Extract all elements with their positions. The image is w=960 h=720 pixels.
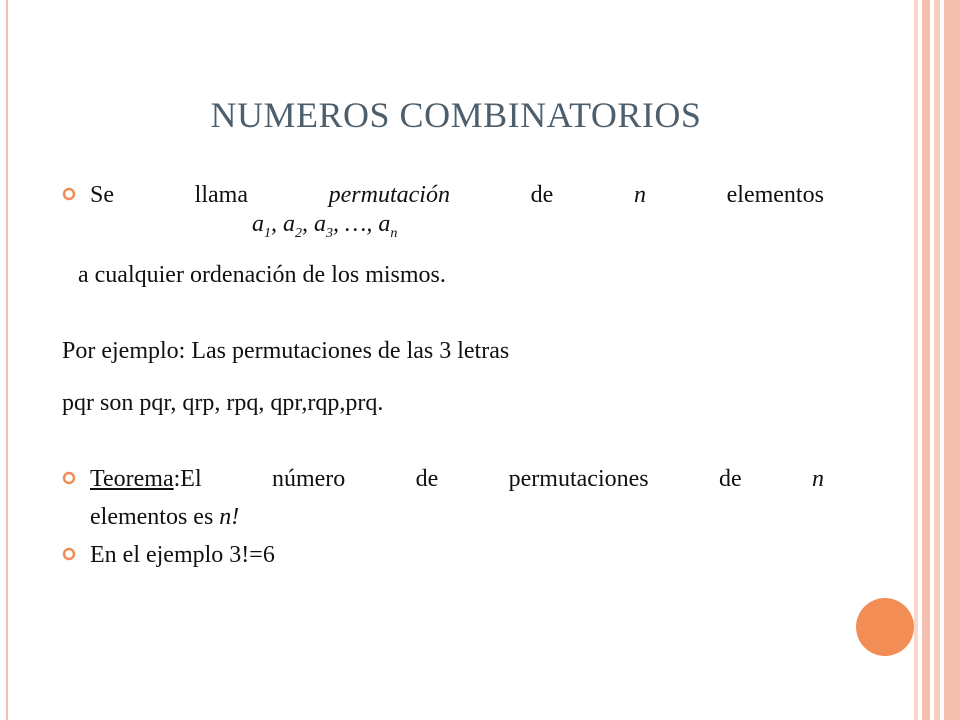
elements-formula: $a_1$, $a_2$, $a_3$, …, $a_n$ xyxy=(252,211,398,241)
word: permutaciones xyxy=(508,465,649,492)
word: de xyxy=(718,465,742,492)
theorem-term: Teorema xyxy=(90,465,174,492)
example-line-1: Por ejemplo: Las permutaciones de las 3 letras xyxy=(62,337,510,364)
word: de xyxy=(530,182,554,208)
ring-bullet-icon xyxy=(62,471,76,485)
definition-continuation: a cualquier ordenación de los mismos. xyxy=(78,261,446,288)
var-n: n xyxy=(633,182,646,208)
word: Se xyxy=(90,182,114,208)
word: llama xyxy=(194,182,248,208)
bullet-theorem xyxy=(62,460,824,536)
word: de xyxy=(415,465,439,492)
var-n: n xyxy=(811,465,824,492)
ring-bullet-icon xyxy=(62,547,76,561)
example-result: En el ejemplo 3!=6 xyxy=(90,541,275,568)
definition-line xyxy=(90,176,824,214)
theorem-line xyxy=(90,460,824,498)
bullet-example-result xyxy=(62,536,824,574)
theorem-lead: Teorema:El xyxy=(90,465,202,492)
example-line-2: pqr son pqr, qrp, rpq, qpr,rqp,prq. xyxy=(62,389,384,416)
n-factorial: n! xyxy=(219,503,240,530)
right-decorative-stripes xyxy=(914,0,960,720)
theorem-line-2: elementos es n! xyxy=(90,503,240,530)
word: número xyxy=(271,465,346,492)
bullet-permutation-definition xyxy=(62,176,824,248)
orange-circle-decoration xyxy=(856,598,914,656)
term-permutacion: permutación xyxy=(328,182,450,208)
slide-content xyxy=(62,176,824,574)
slide-title: NUMEROS COMBINATORIOS xyxy=(210,95,702,135)
word: elementos xyxy=(726,182,824,208)
ring-bullet-icon xyxy=(62,187,76,201)
